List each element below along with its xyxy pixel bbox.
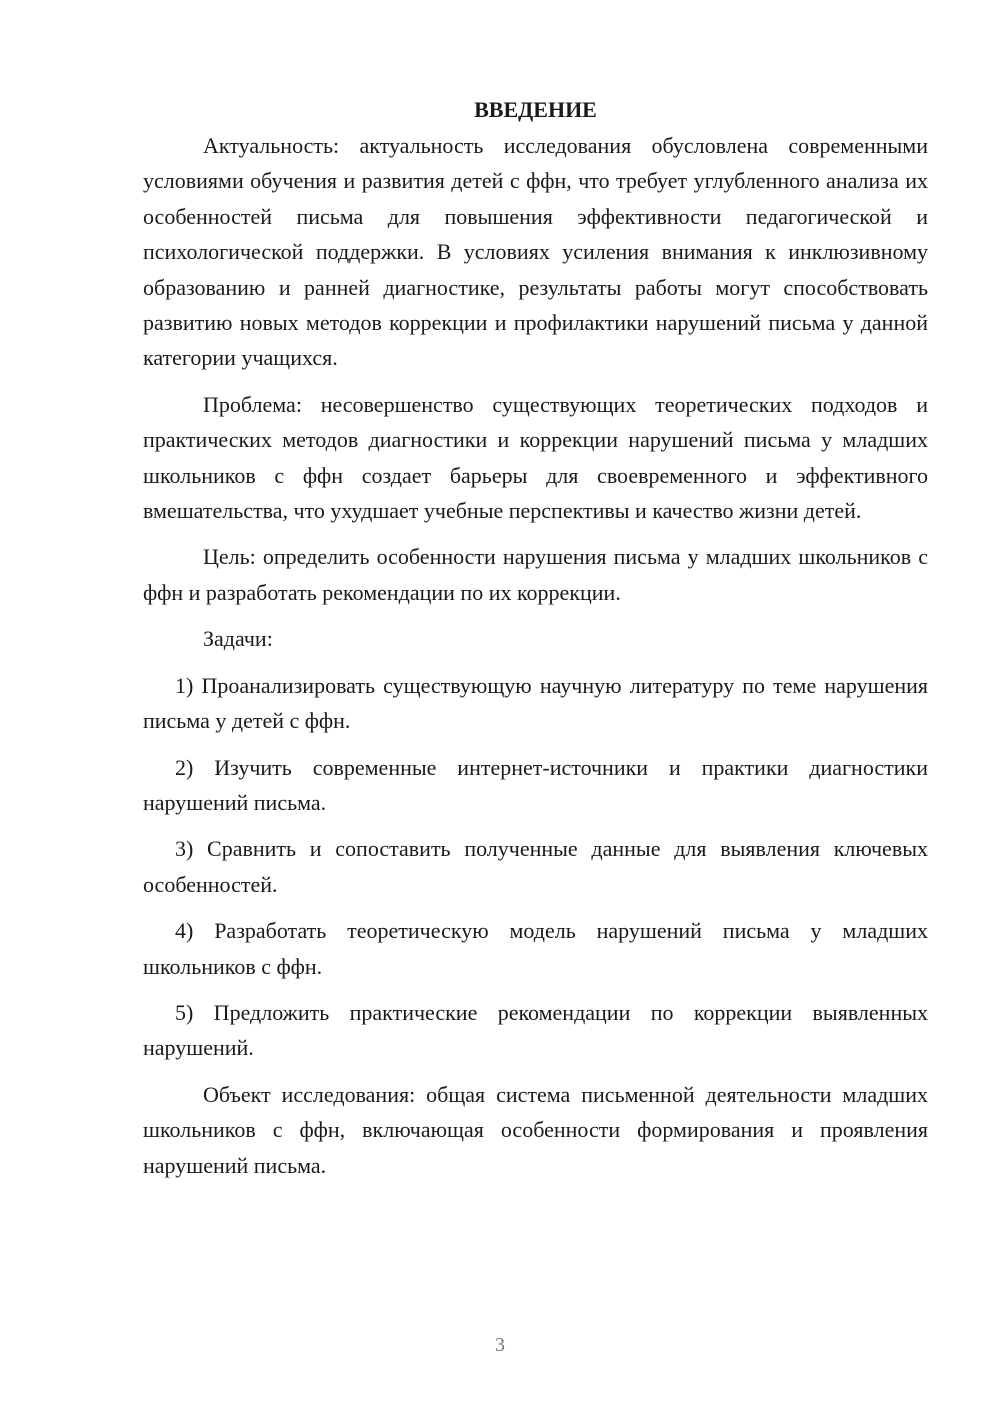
task-item-5: 5) Предложить практические рекомендации по коррекции выявленных нарушений. <box>143 999 928 1061</box>
paragraph-object: Объект исследования: общая система письменной деятельности младших школьников с ффн, включающая особенности формирования и проявления нарушений письма. <box>143 1081 928 1178</box>
document-page <box>143 92 928 1183</box>
task-item-4: 4) Разработать теоретическую модель нарушений письма у младших школьников с ффн. <box>143 918 928 979</box>
paragraph-goal: Цель: определить особенности нарушения письма у младших школьников с ффн и разработать рекомендации по их коррекции. <box>143 544 928 605</box>
paragraph-problem: Проблема: несовершенство существующих теоретических подходов и практических методов диагностики и коррекции нарушений письма у младших школьников с ффн создает барьеры для своевременного и эффективного вмешательства, что ухудшает учебные перспективы и качество жизни детей. <box>143 391 928 524</box>
page-number: 3 <box>495 1334 505 1356</box>
paragraph-tasks-heading: Задачи: <box>203 626 273 652</box>
paragraph-relevance: Актуальность: актуальность исследования обусловлена современными условиями обучения и развития детей с ффн, что требует углубленного анализа их особенностей письма для повышения эффективности педагогической и психологической поддержки. В условиях усиления внимания к инклюзивному образованию и ранней диагностике, результаты работы могут способствовать развитию новых методов коррекции и профилактики нарушений письма у данной категории учащихся. <box>143 133 928 371</box>
page-title: ВВЕДЕНИЕ <box>474 97 597 122</box>
task-item-1: 1) Проанализировать существующую научную литературу по теме нарушения письма у детей с ффн. <box>143 672 928 734</box>
task-item-2: 2) Изучить современные интернет-источники и практики диагностики нарушений письма. <box>143 754 928 815</box>
task-item-3: 3) Сравнить и сопоставить полученные данные для выявления ключевых особенностей. <box>143 836 928 897</box>
